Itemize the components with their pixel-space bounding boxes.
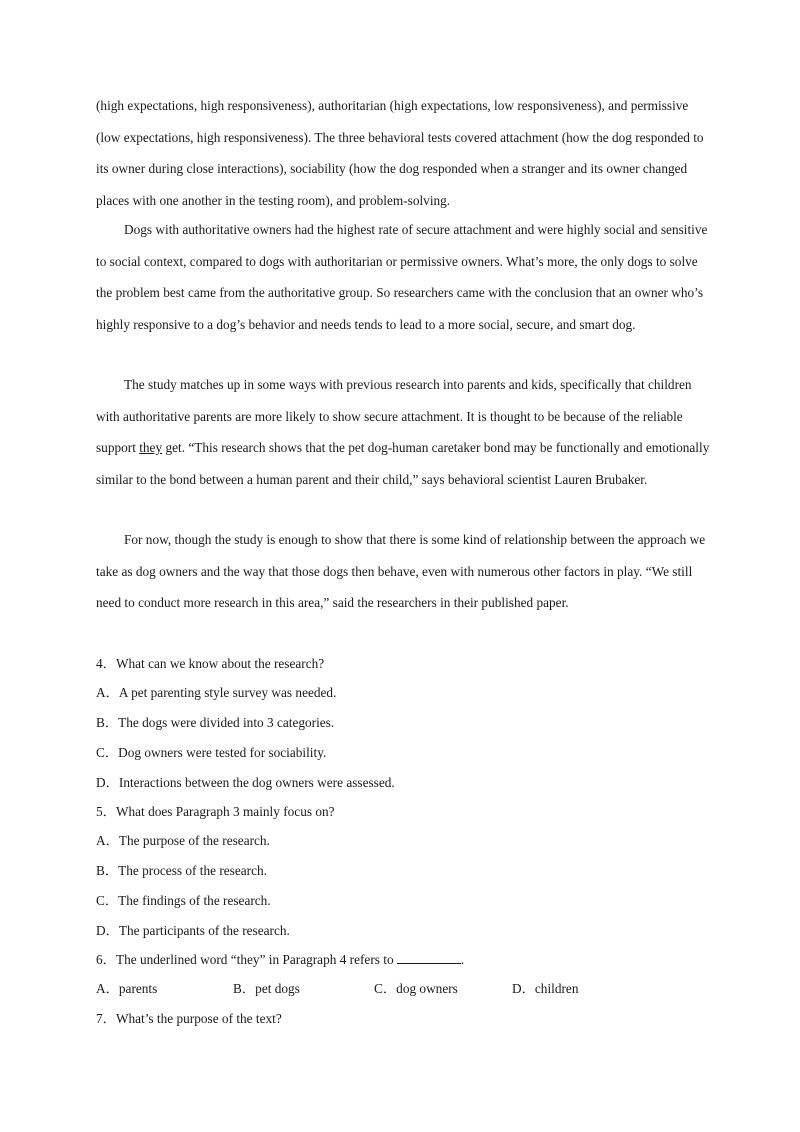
question-6-option-b: B．pet dogs <box>233 981 300 996</box>
underlined-word-they: they <box>139 440 163 455</box>
question-4-stem: 4．What can we know about the research? <box>96 656 325 671</box>
question-4-option-c: C．Dog owners were tested for sociability. <box>96 745 327 760</box>
paragraph-2: Dogs with authoritative owners had the highest rate of secure attachment and were highly social and sensitive to social context, compared to dogs with authoritarian or permissive owners. What’s more, the only dogs to solve the problem best came from the authoritative group. So researchers came with the conclusion that an owner who’s highly responsive to a dog’s behavior and needs tends to lead to a more social, secure, and smart dog. <box>96 222 708 332</box>
paragraph-4: For now, though the study is enough to show that there is some kind of relationship between the approach we take as dog owners and the way that those dogs then behave, even with numerous other factors in play. “We still need to conduct more research in this area,” said the researchers in their published paper. <box>96 532 706 610</box>
question-5-option-a: A．The purpose of the research. <box>96 833 270 848</box>
paragraph-3-text-b: get. “This research shows that the pet dog-human caretaker bond may be functionally and emotionally similar to the bond between a human parent and their child,” says behavioral scientist Lauren Brubaker. <box>96 440 710 487</box>
question-4-option-d: D．Interactions between the dog owners were assessed. <box>96 775 395 790</box>
question-7-stem: 7．What’s the purpose of the text? <box>96 1011 282 1026</box>
paragraph-3-text-a: The study matches up in some ways with previous research into parents and kids, specifically that children with authoritative parents are more likely to show secure attachment. It is thought to be because of the reliable support <box>96 377 692 455</box>
question-5-option-c: C．The findings of the research. <box>96 893 271 908</box>
question-6-stem <box>96 950 464 970</box>
paragraph-1: (high expectations, high responsiveness), authoritarian (high expectations, low responsiveness), and permissive (low expectations, high responsiveness). The three behavioral tests covered attachment (how the dog responded to its owner during close interactions), sociability (how the dog responded when a stranger and its owner changed places with one another in the testing room), and problem-solving. <box>96 98 704 208</box>
question-4-option-b: B．The dogs were divided into 3 categories. <box>96 715 335 730</box>
question-6-stem-text: 6．The underlined word “they” in Paragraph 4 refers to <box>96 952 397 967</box>
question-5-option-b: B．The process of the research. <box>96 863 267 878</box>
question-6-option-c: C．dog owners <box>374 981 458 996</box>
answer-blank <box>397 951 461 964</box>
paragraph-3 <box>96 369 711 495</box>
question-5-option-d: D．The participants of the research. <box>96 923 290 938</box>
question-6-option-a: A．parents <box>96 981 158 996</box>
question-6-option-d: D．children <box>512 981 579 996</box>
question-4-option-a: A．A pet parenting style survey was needed. <box>96 685 337 700</box>
question-5-stem: 5．What does Paragraph 3 mainly focus on? <box>96 804 335 819</box>
question-6-stem-end: . <box>460 952 465 967</box>
